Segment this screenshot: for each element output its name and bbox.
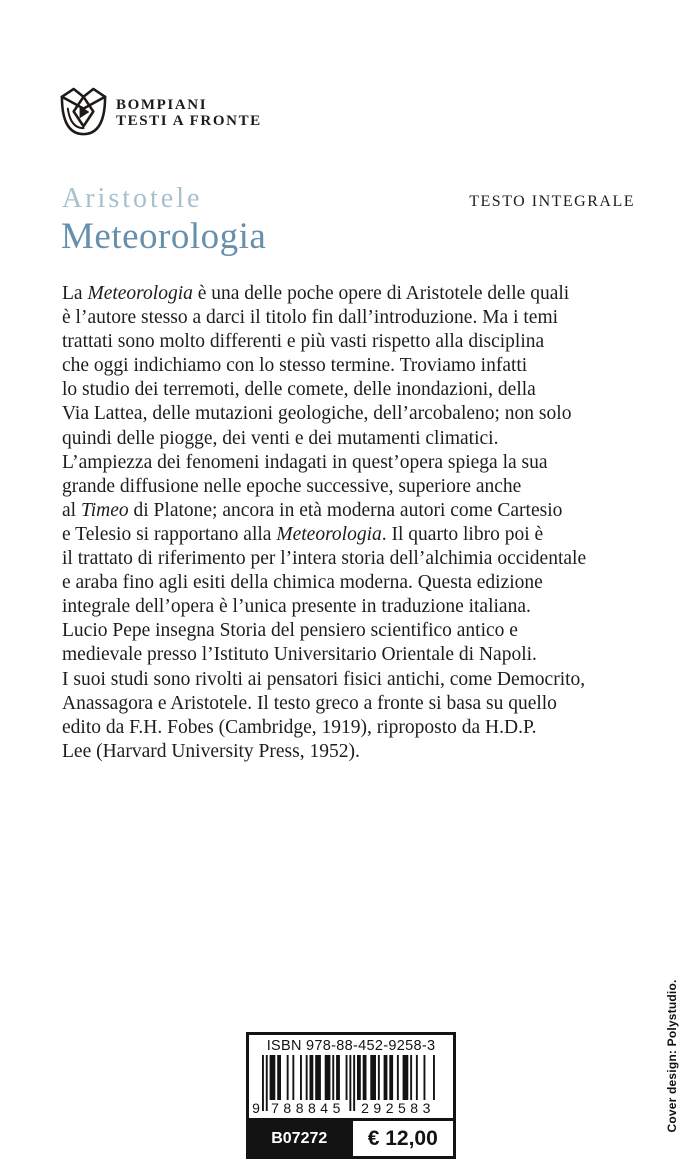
description-line: Lucio Pepe insegna Storia del pensiero scientifico antico e bbox=[62, 620, 518, 642]
description-line: che oggi indichiamo con lo stesso termine. Troviamo infatti bbox=[62, 355, 528, 377]
isbn-label: ISBN 978-88-452-9258-3 bbox=[266, 1038, 436, 1054]
bompiani-tulip-logo-icon bbox=[57, 85, 110, 140]
description-line: Anassagora e Aristotele. Il testo greco a fronte si basa su quello bbox=[62, 692, 557, 714]
ean-barcode bbox=[249, 1055, 453, 1117]
barcode-digit-group: 788845 bbox=[271, 1100, 345, 1116]
description-line: grande diffusione nelle epoche successive, superiore anche bbox=[62, 475, 522, 497]
description-line: I suoi studi sono rivolti ai pensatori fisici antichi, come Democrito, bbox=[62, 668, 586, 690]
description-line: lo studio dei terremoti, delle comete, delle inondazioni, della bbox=[62, 379, 536, 401]
publisher-brand bbox=[57, 85, 262, 140]
description-line: il trattato di riferimento per l’intera storia dell’alchimia occidentale bbox=[62, 548, 587, 570]
description-line: integrale dell’opera è l’unica presente in traduzione italiana. bbox=[62, 596, 531, 618]
description-line: trattati sono molto differenti e più vasti rispetto alla disciplina bbox=[62, 331, 545, 353]
description-line: è l’autore stesso a darci il titolo fin dall’introduzione. Ma i temi bbox=[62, 307, 559, 329]
description-line: medievale presso l’Istituto Universitario Orientale di Napoli. bbox=[62, 644, 537, 666]
price-label: € 12,00 bbox=[350, 1121, 454, 1156]
description-line: al Timeo di Platone; ancora in età moderna autori come Cartesio bbox=[62, 499, 563, 521]
cover-design-credit: Cover design: Polystudio. bbox=[665, 979, 679, 1133]
description-line: edito da F.H. Fobes (Cambridge, 1919), riproposto da H.D.P. bbox=[62, 716, 537, 738]
barcode-digit-group: 9 bbox=[252, 1100, 260, 1116]
description-line: quindi delle piogge, dei venti e dei mutamenti climatici. bbox=[62, 427, 499, 449]
barcode-footer bbox=[249, 1118, 453, 1156]
barcode-box bbox=[246, 1032, 456, 1159]
publisher-series: TESTI A FRONTE bbox=[116, 112, 262, 129]
barcode-digit-group: 292583 bbox=[361, 1100, 435, 1116]
description-line: e Telesio si rapportano alla Meteorologia. Il quarto libro poi è bbox=[62, 523, 544, 545]
book-title: Meteorologia bbox=[61, 216, 267, 257]
description-line: e araba fino agli esiti della chimica moderna. Questa edizione bbox=[62, 572, 543, 594]
author-title: Aristotele bbox=[62, 183, 203, 214]
barcode-panel bbox=[249, 1035, 453, 1118]
publisher-name-block bbox=[116, 97, 262, 129]
description-text bbox=[62, 282, 662, 764]
description-line: La Meteorologia è una delle poche opere di Aristotele delle quali bbox=[62, 283, 570, 304]
product-code: B07272 bbox=[249, 1121, 350, 1156]
description-line: Via Lattea, delle mutazioni geologiche, dell’arcobaleno; non solo bbox=[62, 403, 572, 425]
publisher-name: BOMPIANI bbox=[116, 96, 208, 113]
edition-label: TESTO INTEGRALE bbox=[469, 193, 635, 210]
description-line: Lee (Harvard University Press, 1952). bbox=[62, 740, 360, 762]
description-line: L’ampiezza dei fenomeni indagati in quest’opera spiega la sua bbox=[62, 451, 548, 473]
